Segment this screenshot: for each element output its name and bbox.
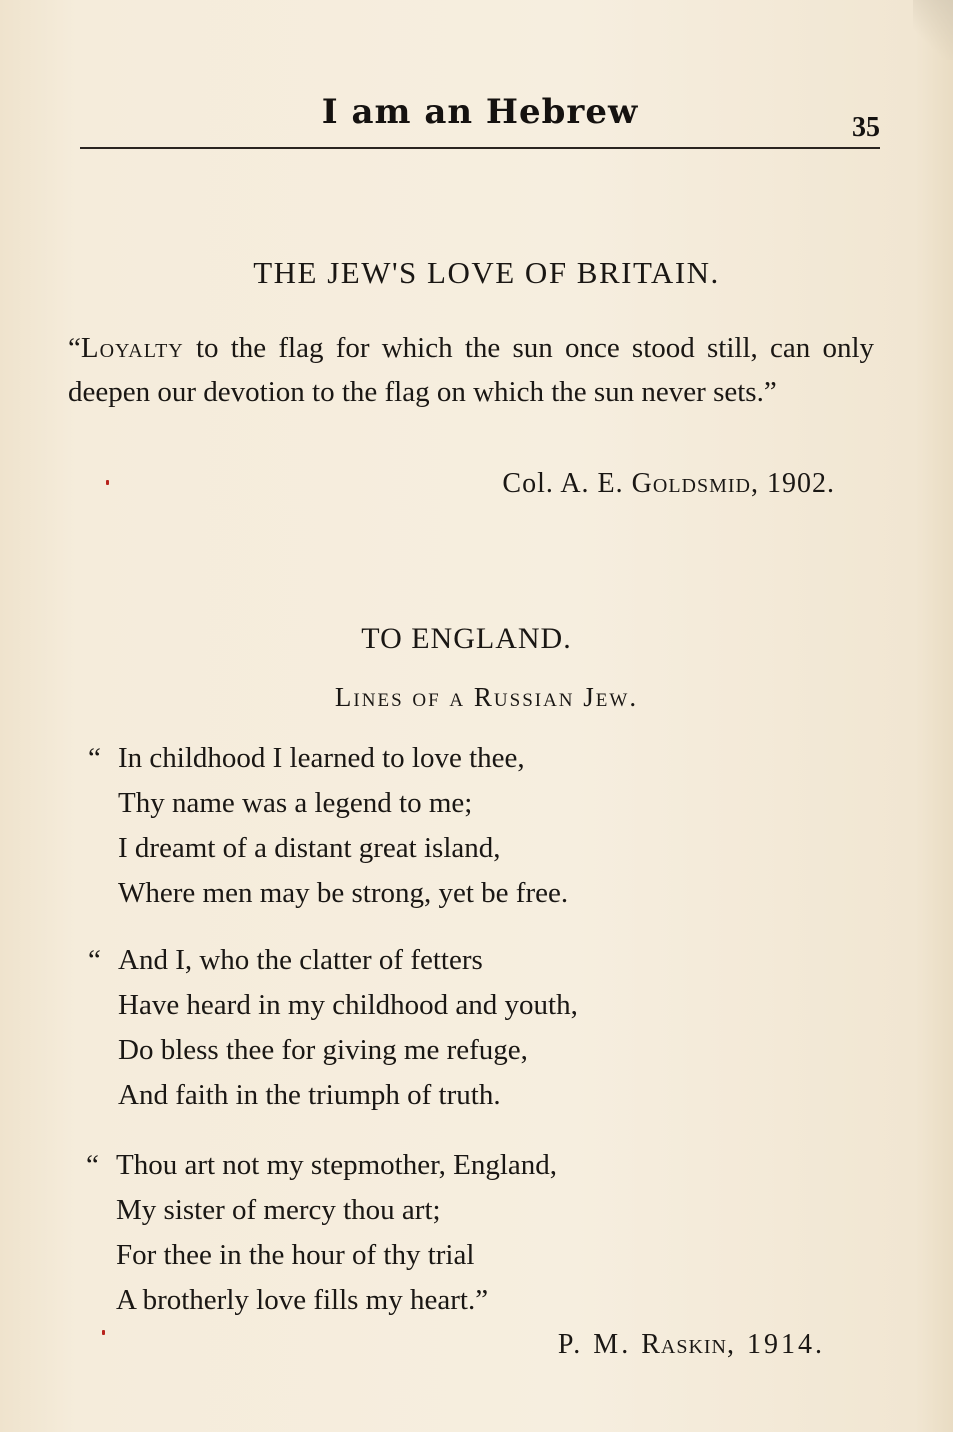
poem-line: My sister of mercy thou art; xyxy=(116,1194,441,1226)
poem-line: In childhood I learned to love thee, xyxy=(118,742,525,774)
stanza-open-mark: “ xyxy=(88,742,101,774)
stanza-open-mark: “ xyxy=(86,1149,99,1181)
raskin-attribution xyxy=(558,1329,825,1361)
section-heading-britain: THE JEW'S LOVE OF BRITAIN. xyxy=(253,255,720,290)
loyalty-quote xyxy=(68,326,874,414)
running-head xyxy=(80,92,880,148)
ink-speck xyxy=(106,480,109,485)
page-number: 35 xyxy=(852,112,880,143)
poem-stanza xyxy=(88,736,569,916)
section-heading-england: TO ENGLAND. xyxy=(361,622,572,655)
attribution-prefix: P. M. xyxy=(557,1329,642,1360)
poem-stanza xyxy=(86,1143,558,1323)
poem-line: Thy name was a legend to me; xyxy=(118,787,473,819)
header-rule xyxy=(80,147,880,149)
quote-body: to the flag for which the sun once stood still, can only deepen our devotion to the flag on which the sun never sets.” xyxy=(68,332,874,408)
poem-subheading: Lines of a Russian Jew. xyxy=(334,682,639,712)
stanza-open-mark: “ xyxy=(88,944,101,976)
poem-line: A brotherly love fills my heart.” xyxy=(116,1284,489,1316)
poem-stanza xyxy=(88,938,578,1118)
poem-line: For thee in the hour of thy trial xyxy=(116,1239,475,1271)
poem-line: And I, who the clatter of fetters xyxy=(118,944,483,976)
attribution-name: Raskin xyxy=(641,1329,727,1360)
running-head-title: I am an Hebrew xyxy=(321,92,639,132)
poem-line: Have heard in my childhood and youth, xyxy=(118,989,578,1021)
attribution-year: , 1902. xyxy=(751,468,835,499)
attribution-name: Goldsmid xyxy=(631,468,751,499)
quote-open-mark: “ xyxy=(68,332,81,364)
attribution-prefix: Col. A. E. xyxy=(502,468,632,499)
poem-line: Do bless thee for giving me refuge, xyxy=(118,1034,528,1066)
goldsmid-attribution xyxy=(502,468,835,500)
quote-first-word: Loyalty xyxy=(80,332,184,364)
poem-line: Where men may be strong, yet be free. xyxy=(118,877,569,909)
ink-speck xyxy=(102,1330,105,1335)
poem-line: Thou art not my stepmother, England, xyxy=(116,1149,558,1181)
attribution-year: , 1914. xyxy=(727,1329,825,1360)
page-corner-shadow xyxy=(913,0,953,60)
poem-line: I dreamt of a distant great island, xyxy=(118,832,501,864)
poem-line: And faith in the triumph of truth. xyxy=(118,1079,501,1111)
